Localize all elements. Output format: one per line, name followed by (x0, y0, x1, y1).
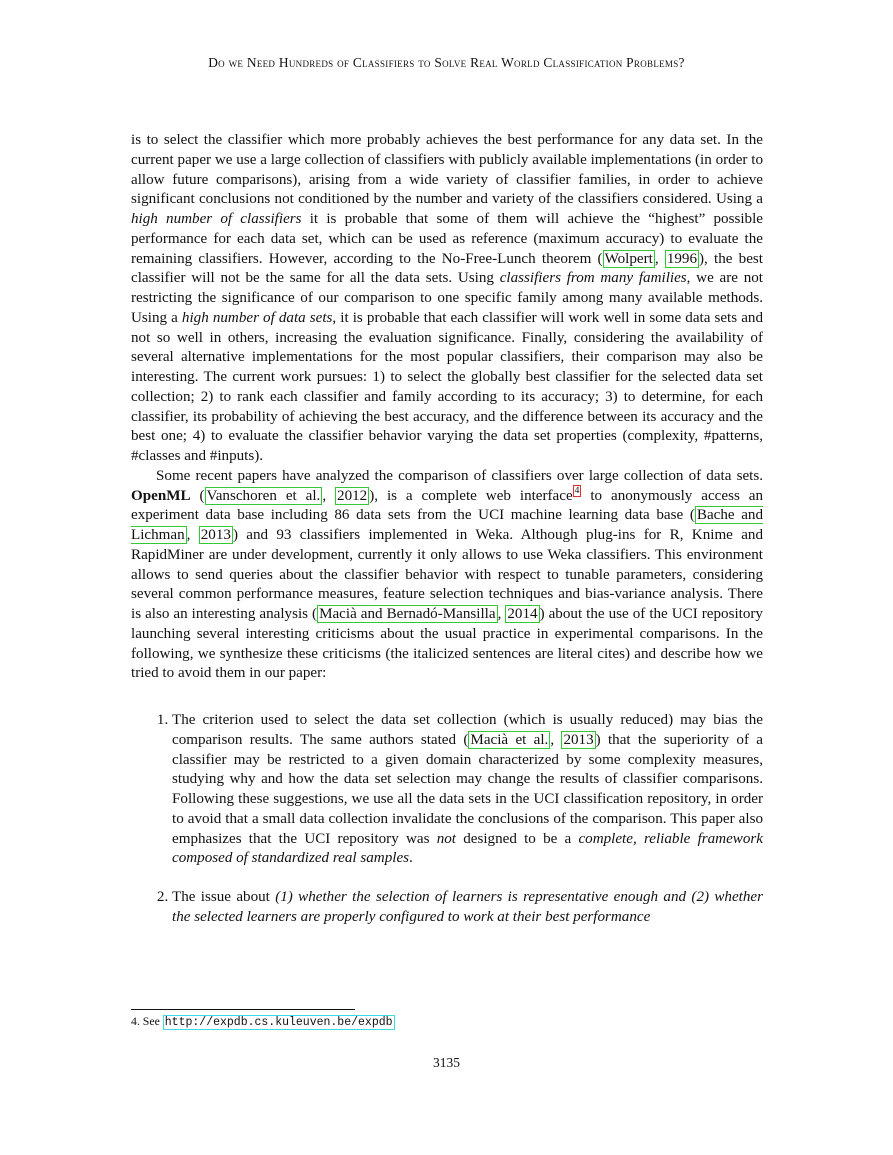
citation-author[interactable]: Wolpert (604, 250, 653, 267)
citation-year[interactable]: 2013 (563, 731, 594, 748)
citation-year[interactable]: 2013 (200, 527, 231, 543)
text-run: , it is probable that each classifier will work well in some data sets and not so well in others, increasing the evaluation significance. Finally, considering the availability of several alternative implementations for the most popular classifiers, their comparison may also be interesting. The current work pursues: 1) to select the globally best classifier for the selected data set collection; 2) to rank each classifier and family according to its accuracy; 3) to determine, for each classifier, its probability of achieving the best accuracy, and the difference between its accuracy and the best one; 4) to evaluate the classifier behavior varying the data set properties (complexity, #patterns, #classes and #inputs). (131, 309, 764, 464)
text-run: ) and 93 classifiers implemented in Weka. Although plug-ins for R, Knime and RapidMiner are under development, currently it only allows to use Weka classifiers. This environment allows to send queries about the classifier behavior with respect to tunable parameters, considering several common performance measures, feature selection techniques and bias-variance analysis. There is also an interesting analysis ( (131, 527, 763, 622)
citation-author[interactable]: Vanschoren et al. (206, 487, 321, 504)
citation-year[interactable]: 1996 (666, 250, 698, 267)
text-run: , (497, 606, 506, 622)
text-run: ) that the superiority of a classifier may be restricted to a given domain characterized by some complexity measures, studying why and how the data set selection may change the results of classifier comparisons. Following these suggestions, we use all the data sets in the UCI classification repository, in order to avoid that a small data collection invalidate the conclusions of the comparison. This paper also emphasizes that the UCI repository was (172, 731, 763, 847)
citation-link-vanschoren[interactable] (205, 487, 323, 505)
footnote-marker-link[interactable]: 4 (574, 486, 580, 497)
citation-link-bache-year[interactable] (199, 526, 233, 544)
page-number: 3135 (433, 1055, 460, 1070)
citation-author[interactable]: Macià et al. (470, 731, 549, 748)
text-run: . (409, 850, 413, 867)
emphasis: classifiers from many families (499, 270, 687, 287)
text-run: to anonymously access an experiment data base including 86 data sets from the UCI machine learning data base ( (131, 487, 763, 524)
text-run: , (550, 731, 562, 748)
citation-year[interactable]: 2012 (337, 487, 368, 504)
text-run: The criterion used to select the data set collection (which is usually reduced) may bias the comparison results. The same authors stated ( (172, 712, 763, 748)
text-run: , (186, 527, 199, 543)
main-text (131, 131, 763, 947)
criticism-list (131, 711, 763, 928)
citation-year[interactable]: 2014 (507, 606, 538, 622)
footnote-divider (131, 1009, 355, 1010)
text-run: Some recent papers have analyzed the comparison of classifiers over large collection of data sets. (156, 467, 763, 484)
emphasis: not (436, 830, 456, 847)
text-run: , (654, 250, 665, 267)
citation-link-wolpert[interactable] (603, 250, 655, 268)
text-run: it is probable that some of them will achieve the “highest” possible performance for each data set, which can be used as reference (maximum accuracy) to evaluate the remaining classifiers. However, according to the No-Free-Lunch theorem ( (131, 211, 763, 267)
citation-author[interactable]: Bache and Lichman (131, 507, 764, 543)
citation-link-macia[interactable] (468, 731, 550, 749)
text-run: ), is a complete web interface (369, 487, 573, 504)
paragraph-1 (131, 131, 763, 467)
citation-link-macia-bernado[interactable] (317, 605, 498, 623)
emphasis: (1) whether the selection of learners is representative enough and (2) whether the selected learners are properly configured to work at their best performance (172, 889, 763, 925)
footnote (131, 1013, 395, 1031)
paragraph-2 (131, 467, 763, 684)
citation-link-wolpert-year[interactable] (665, 250, 699, 268)
text-run: The issue about (172, 889, 276, 905)
list-item (172, 888, 763, 928)
citation-link-macia-bernado-year[interactable] (505, 605, 539, 623)
text-run: is to select the classifier which more probably achieves the best performance for any data set. In the current paper we use a large collection of classifiers with publicly available implementations (in order to allow future comparisons), arising from a wide variety of classifier families, in order to achieve significant conclusions not conditioned by the number and variety of the classifiers considered. Using a (131, 132, 763, 208)
emphasis: complete, reliable framework composed of standardized real samples (172, 830, 763, 867)
bold-term: OpenML (131, 487, 191, 504)
running-header: Do we Need Hundreds of Classifiers to Solve Real World Classification Problems? (208, 55, 685, 70)
footnote-url-link[interactable]: http://expdb.cs.kuleuven.be/expdb (164, 1016, 393, 1029)
text-run: ( (190, 487, 205, 504)
footnote-label: 4. See (131, 1014, 163, 1028)
text-run: , (322, 487, 336, 504)
text-run: ) about the use of the UCI repository launching several interesting criticisms about the usual practice in experimental comparisons. In the following, we synthesize these criticisms (the italicized sentences are literal cites) and describe how we tried to avoid them in our paper: (131, 606, 763, 682)
citation-link-macia-year[interactable] (561, 731, 595, 749)
text-run: ), the best classifier will not be the same for all the data sets. Using (131, 250, 763, 287)
text-run: designed to be a (455, 830, 579, 847)
text-run: , we are not restricting the significance of our comparison to one specific family among many available methods. Using a (131, 270, 764, 326)
citation-author[interactable]: Macià and Bernadó-Mansilla (319, 606, 496, 622)
emphasis: high number of data sets (181, 309, 333, 326)
emphasis: high number of classifiers (131, 211, 302, 227)
list-item (172, 711, 763, 869)
citation-link-vanschoren-year[interactable] (335, 487, 369, 505)
